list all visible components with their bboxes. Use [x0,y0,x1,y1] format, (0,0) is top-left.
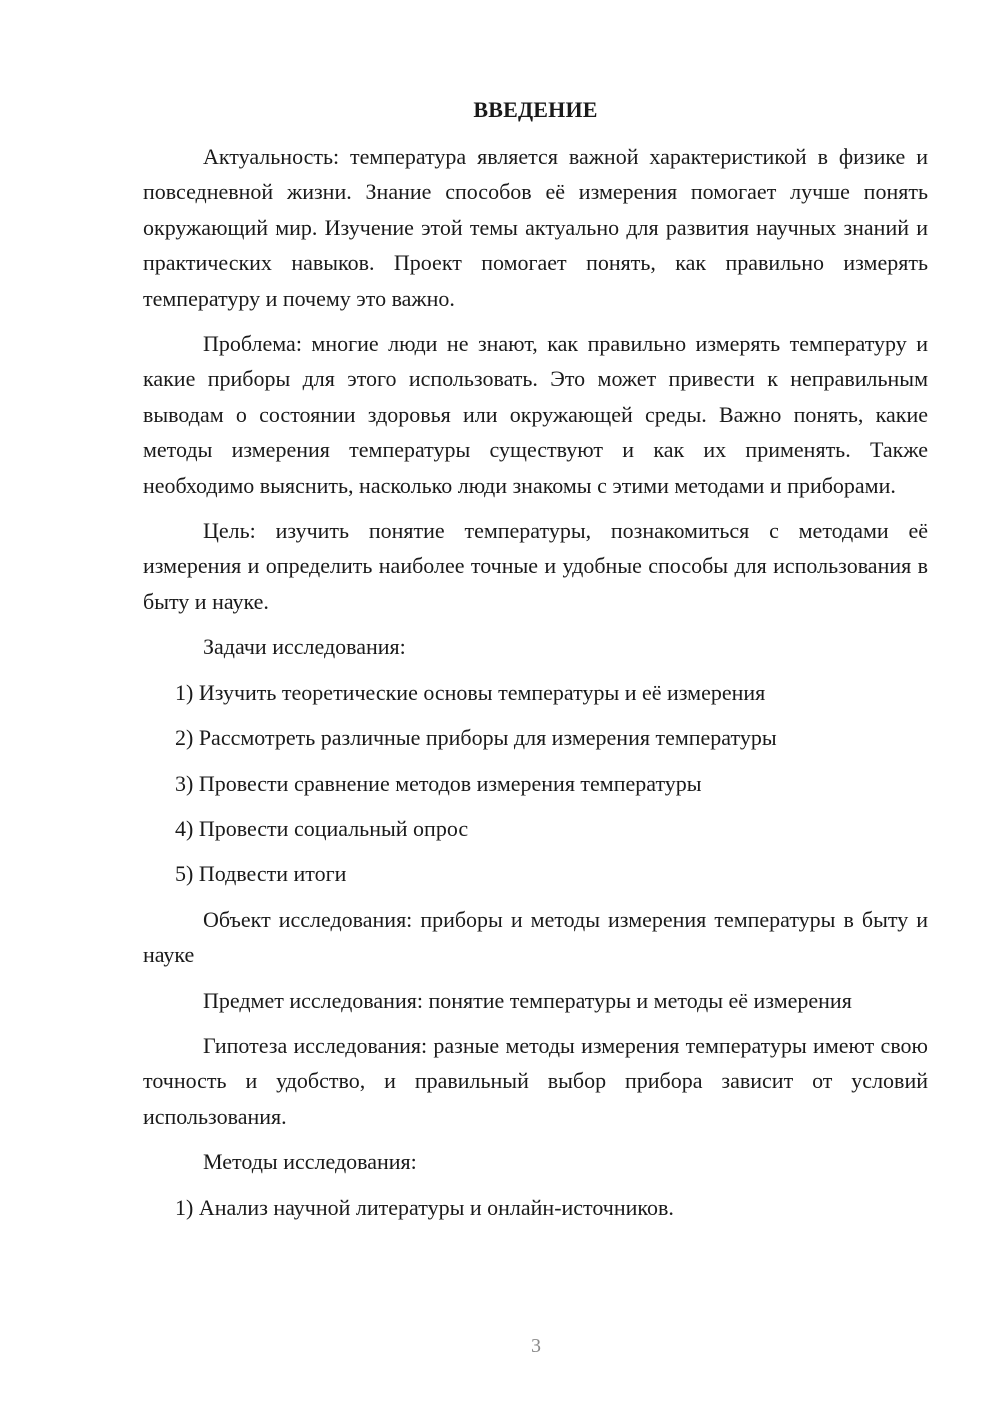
relevance-paragraph: Актуальность: температура является важной характеристикой в физике и повседневной жизни. Знание способов её измерения помогает лучше понять окружающий мир. Изучение этой темы актуально для развития научных знаний и практических навыков. Проект помогает понять, как правильно измерять температуру и почему это важно. [143,144,928,311]
task-item-5: 5) Подвести итоги [175,861,347,887]
task-item-1: 1) Изучить теоретические основы температуры и её измерения [175,679,766,705]
tasks-heading: Задачи исследования: [203,634,406,660]
task-item-2: 2) Рассмотреть различные приборы для измерения температуры [175,725,777,751]
object-paragraph: Объект исследования: приборы и методы измерения температуры в быту и науке [143,906,928,968]
hypothesis-paragraph: Гипотеза исследования: разные методы измерения температуры имеют свою точность и удобство, и правильный выбор прибора зависит от условий использования. [143,1032,928,1129]
goal-paragraph: Цель: изучить понятие температуры, познакомиться с методами её измерения и определить наиболее точные и удобные способы для использования в быту и науке. [143,518,928,614]
methods-heading: Методы исследования: [203,1149,417,1175]
page-content [143,92,928,1235]
method-item-1: 1) Анализ научной литературы и онлайн-источников. [175,1194,674,1220]
section-title: ВВЕДЕНИЕ [473,97,598,122]
subject-paragraph: Предмет исследования: понятие температуры и методы её измерения [203,987,852,1013]
task-item-4: 4) Провести социальный опрос [175,815,469,841]
problem-paragraph: Проблема: многие люди не знают, как правильно измерять температуру и какие приборы для этого использовать. Это может привести к неправильным выводам о состоянии здоровья или окружающей среды. Важно понять, какие методы измерения температуры существуют и как их применять. Также необходимо выяснить, насколько люди знакомы с этими методами и приборами. [143,331,928,498]
page-number: 3 [531,1335,541,1357]
task-item-3: 3) Провести сравнение методов измерения температуры [175,770,702,796]
